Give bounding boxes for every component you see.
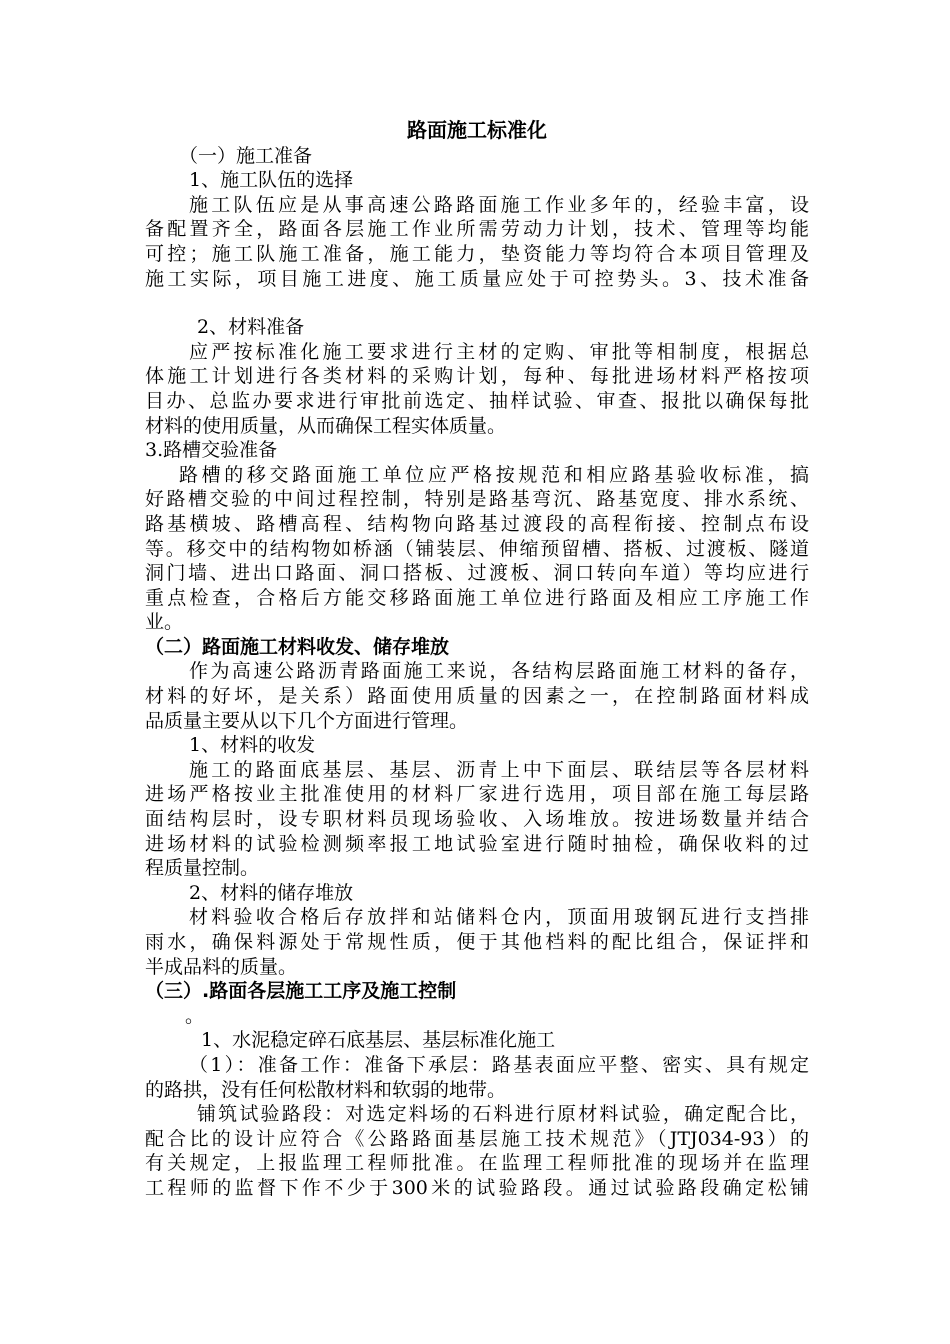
paragraph-line: 应严按标准化施工要求进行主材的定购、审批等相制度，根据总: [189, 340, 809, 363]
paragraph-line: 有关规定，上报监理工程师批准。在监理工程师批准的现场并在监理: [145, 1152, 809, 1175]
paragraph-line: 重点检查，合格后方能交移路面施工单位进行路面及相应工序施工作: [145, 586, 809, 609]
paragraph-line: 施工的路面底基层、基层、沥青上中下面层、联结层等各层材料: [189, 758, 809, 781]
section-heading: （三）.路面各层施工工序及施工控制: [145, 980, 457, 1003]
paragraph-line: 程质量控制。: [145, 857, 260, 880]
subsection-heading: 1、水泥稳定碎石底基层、基层标准化施工: [201, 1029, 556, 1052]
paragraph-line: 工程师的监督下作不少于300米的试验路段。通过试验路段确定松铺: [145, 1176, 809, 1199]
paragraph-line: （1）：准备工作：准备下承层：路基表面应平整、密实、具有规定: [189, 1053, 809, 1076]
subsection-heading: 1、施工队伍的选择: [189, 169, 354, 192]
paragraph-line: 作为高速公路沥青路面施工来说，各结构层路面施工材料的备存，: [189, 660, 809, 683]
paragraph-line: 材料的使用质量，从而确保工程实体质量。: [145, 414, 507, 437]
paragraph-line: 雨水，确保料源处于常规性质，便于其他档料的配比组合，保证拌和: [145, 931, 809, 953]
paragraph-line: 路基横坡、路槽高程、结构物向路基过渡段的高程衔接、控制点布设: [145, 512, 809, 535]
section-heading: （一）施工准备: [179, 144, 313, 167]
paragraph-line: 目办、总监办要求进行审批前选定、抽样试验、审查、报批以确保每批: [145, 389, 809, 412]
paragraph-line: 进场严格按业主批准使用的材料厂家进行选用，项目部在施工每层路: [145, 783, 809, 806]
paragraph-line: 备配置齐全，路面各层施工作业所需劳动力计划，技术、管理等均能: [145, 218, 809, 241]
paragraph-line: 。: [185, 1004, 205, 1027]
section-heading: （二）路面施工材料收发、储存堆放: [145, 635, 450, 658]
document-page: [145, 118, 809, 1201]
paragraph-line: 施工队伍应是从事高速公路路面施工作业多年的，经验丰富，设: [189, 193, 809, 216]
paragraph-line: 品质量主要从以下几个方面进行管理。: [145, 709, 469, 732]
paragraph-line: 业。: [145, 611, 184, 634]
paragraph-line: 铺筑试验路段：对选定料场的石料进行原材料试验，确定配合比，: [197, 1103, 809, 1126]
paragraph-line: 材料的好坏，是关系）路面使用质量的因素之一，在控制路面材料成: [145, 685, 809, 708]
paragraph-line: 材料验收合格后存放拌和站储料仓内，顶面用玻钢瓦进行支挡排: [189, 906, 809, 929]
subsection-heading: 2、材料的储存堆放: [189, 881, 354, 904]
paragraph-line: 路槽的移交路面施工单位应严格按规范和相应路基验收标准，搞: [179, 463, 809, 486]
paragraph-line: 面结构层时，设专职材料员现场验收、入场堆放。按进场数量并结合: [145, 808, 809, 831]
paragraph-line: 配合比的设计应符合《公路路面基层施工技术规范》（JTJ034-93）的: [145, 1127, 809, 1150]
document-title: 路面施工标准化: [407, 118, 547, 142]
paragraph-line: 洞门墙、进出口路面、洞口搭板、过渡板、洞口转向车道）等均应进行: [145, 562, 809, 585]
paragraph-line: 的路拱，没有任何松散材料和软弱的地带。: [145, 1078, 507, 1101]
paragraph-line: 好路槽交验的中间过程控制，特别是路基弯沉、路基宽度、排水系统、: [145, 488, 809, 511]
paragraph-line: 等。移交中的结构物如桥涵（铺装层、伸缩预留槽、搭板、过渡板、隧道: [145, 537, 809, 560]
paragraph-line: 体施工计划进行各类材料的采购计划，每种、每批进场材料严格按项: [145, 365, 809, 388]
subsection-heading: 3.路槽交验准备: [145, 439, 278, 462]
paragraph-line: 施工实际，项目施工进度、施工质量应处于可控势头。3、技术准备: [145, 267, 809, 290]
subsection-heading: 2、材料准备: [197, 316, 305, 339]
paragraph-line: 半成品料的质量。: [145, 955, 298, 978]
subsection-heading: 1、材料的收发: [189, 734, 316, 757]
paragraph-line: 进场材料的试验检测频率报工地试验室进行随时抽检，确保收料的过: [145, 832, 809, 855]
paragraph-line: 可控；施工队施工准备，施工能力，垫资能力等均符合本项目管理及: [145, 242, 809, 265]
